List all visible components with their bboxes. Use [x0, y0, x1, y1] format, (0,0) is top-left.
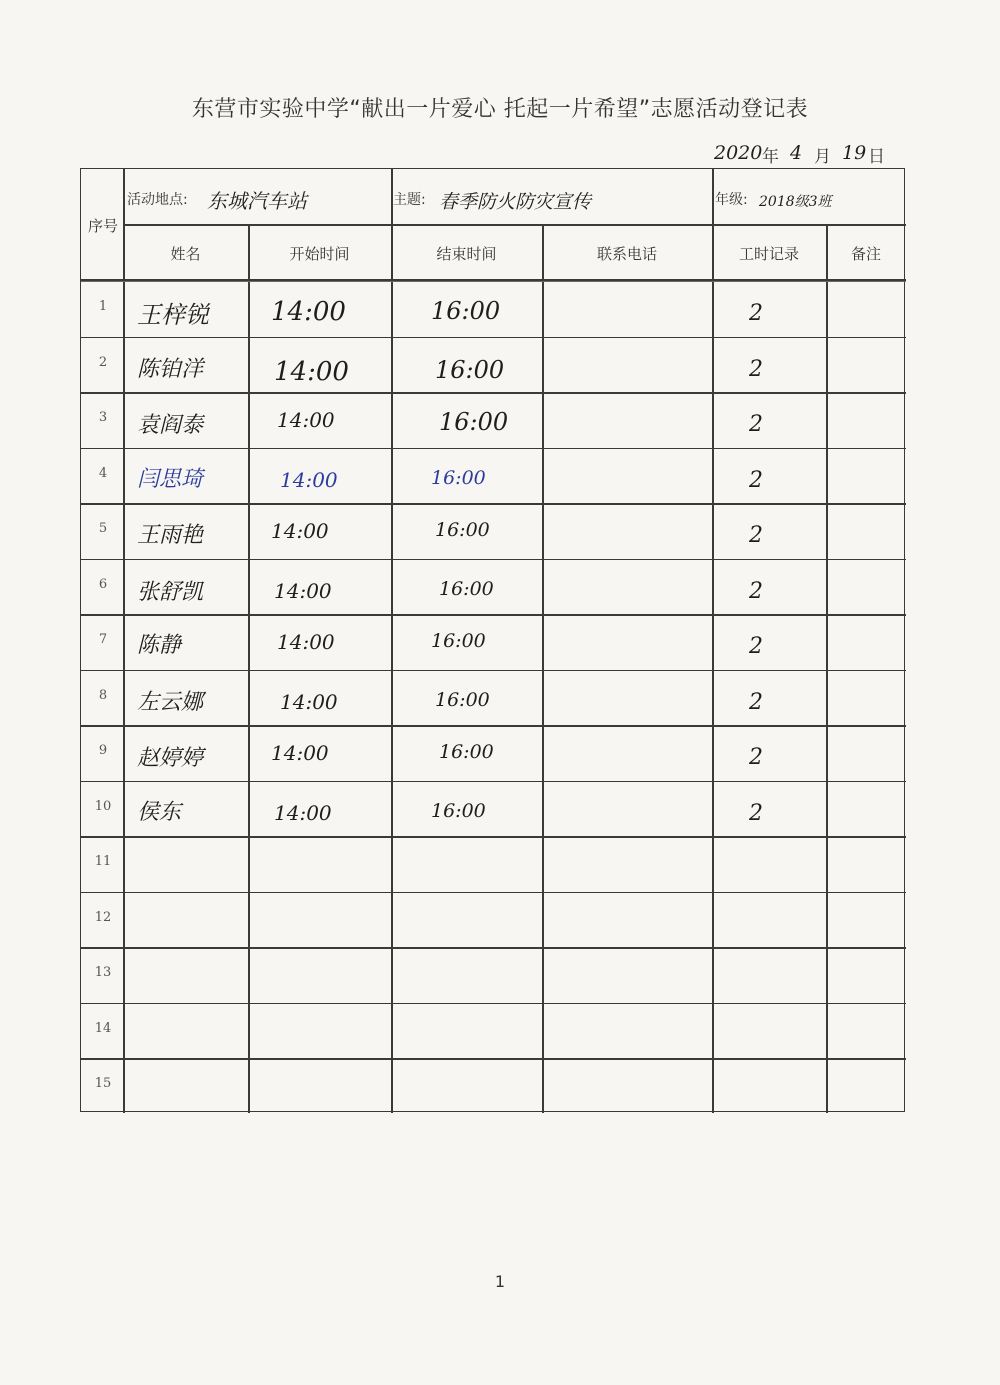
table-row — [81, 503, 906, 559]
cell-end: 16:00 — [439, 577, 494, 600]
theme-value: 春季防火防灾宣传 — [439, 191, 592, 213]
cell-start: 14:00 — [271, 297, 346, 327]
row-number: 9 — [98, 743, 108, 758]
table-row — [81, 781, 906, 837]
cell-hours: 2 — [749, 578, 763, 604]
table-row — [81, 670, 906, 726]
row-number: 11 — [94, 854, 112, 869]
cell-end: 16:00 — [431, 630, 486, 652]
cell-start: 14:00 — [277, 630, 335, 654]
cell-name: 王梓锐 — [137, 301, 209, 329]
date-year-label: 年 — [762, 147, 779, 167]
cell-name: 张舒凯 — [137, 579, 204, 605]
header-index: 序号 — [87, 217, 118, 235]
cell-start: 14:00 — [280, 467, 338, 492]
row-number: 7 — [98, 632, 108, 647]
location-label: 活动地点: — [127, 192, 188, 208]
theme-label: 主题: — [393, 192, 426, 208]
row-number: 13 — [94, 965, 112, 980]
cell-hours: 2 — [749, 634, 763, 659]
cell-end: 16:00 — [439, 408, 509, 436]
row-number: 14 — [94, 1020, 112, 1036]
cell-end: 16:00 — [435, 688, 490, 711]
row-number: 1 — [98, 299, 108, 314]
row-number: 2 — [98, 354, 108, 370]
cell-hours: 2 — [749, 745, 763, 770]
cell-start: 14:00 — [277, 408, 335, 432]
cell-end: 16:00 — [431, 799, 486, 822]
table-row — [81, 281, 906, 337]
cell-start: 14:00 — [274, 578, 332, 603]
row-number: 10 — [94, 798, 112, 814]
row-number: 4 — [98, 465, 108, 481]
cell-end: 16:00 — [431, 297, 501, 325]
header-end: 结束时间 — [436, 245, 497, 263]
row-number: 6 — [98, 576, 108, 592]
cell-start: 14:00 — [271, 519, 329, 543]
cell-hours: 2 — [749, 800, 763, 826]
table-row — [81, 836, 906, 892]
cell-hours: 2 — [749, 467, 763, 493]
cell-hours: 2 — [749, 301, 763, 326]
table-row — [81, 448, 906, 504]
table-row — [81, 892, 906, 948]
table-row — [81, 559, 906, 615]
cell-name: 陈静 — [137, 633, 182, 658]
cell-hours: 2 — [749, 689, 763, 715]
cell-name: 王雨艳 — [137, 523, 204, 548]
table-row — [81, 725, 906, 781]
date-day-label: 日 — [868, 147, 885, 167]
cell-name: 陈铂洋 — [137, 356, 204, 382]
header-name: 姓名 — [170, 245, 201, 263]
table-row — [81, 947, 906, 1003]
cell-hours: 2 — [749, 412, 763, 437]
cell-hours: 2 — [749, 523, 763, 548]
table-row — [81, 337, 906, 393]
table-row — [81, 1058, 906, 1114]
table-row — [81, 392, 906, 448]
grade-value: 2018级3班 — [759, 194, 832, 210]
grade-label: 年级: — [715, 192, 748, 208]
header-start: 开始时间 — [289, 245, 350, 263]
registration-table — [80, 168, 905, 1112]
header-phone: 联系电话 — [596, 245, 657, 263]
date-month-label: 月 — [814, 147, 831, 167]
row-number: 12 — [94, 909, 112, 925]
header-note: 备注 — [850, 245, 881, 263]
cell-end: 16:00 — [435, 355, 505, 384]
row-number: 5 — [98, 521, 108, 536]
cell-name: 侯东 — [137, 799, 182, 825]
cell-name: 赵婷婷 — [137, 746, 204, 771]
form-title: 东营市实验中学“献出一片爱心 托起一片希望”志愿活动登记表 — [191, 97, 809, 122]
cell-end: 16:00 — [435, 519, 490, 541]
cell-start: 14:00 — [274, 800, 332, 825]
row-number: 15 — [94, 1076, 112, 1091]
row-number: 3 — [98, 410, 108, 425]
cell-name: 左云娜 — [137, 689, 204, 715]
cell-end: 16:00 — [431, 466, 486, 489]
table-row — [81, 1003, 906, 1059]
cell-start: 14:00 — [280, 689, 338, 714]
cell-end: 16:00 — [439, 741, 494, 763]
header-hours: 工时记录 — [738, 245, 799, 263]
date-line — [710, 142, 890, 170]
date-day: 19 — [842, 142, 867, 164]
cell-start: 14:00 — [274, 356, 349, 387]
cell-start: 14:00 — [271, 741, 329, 765]
table-row — [81, 614, 906, 670]
cell-hours: 2 — [749, 356, 763, 382]
cell-name: 闫思琦 — [137, 466, 204, 492]
location-value: 东城汽车站 — [207, 189, 307, 213]
date-year: 2020 — [714, 142, 763, 164]
page-number: 1 — [494, 1272, 506, 1291]
date-month: 4 — [790, 142, 803, 164]
row-number: 8 — [98, 687, 108, 703]
cell-name: 袁阎泰 — [137, 413, 204, 438]
